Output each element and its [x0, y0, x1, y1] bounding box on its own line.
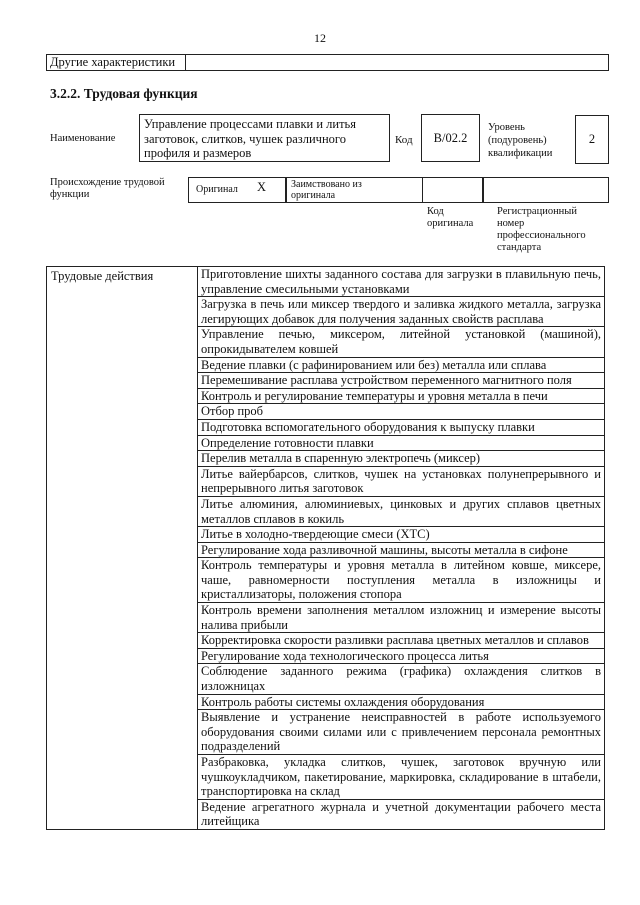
labor-action-item: Контроль времени заполнения металлом изложниц и измерение высоты налива прибыли: [198, 603, 605, 633]
labor-action-item: Контроль температуры и уровня металла в литейном ковше, миксере, чаше, равномерности поступления металла в изложницы и кристаллизаторы, положения стопора: [198, 558, 605, 603]
labor-action-item: Выявление и устранение неисправностей в работе используемого оборудования своими силами или с привлечением персонала ремонтных подразделений: [198, 710, 605, 755]
other-characteristics-value: [185, 54, 609, 71]
table-row: [47, 267, 605, 297]
function-name-box: [139, 114, 390, 162]
function-name: Управление процессами плавки и литья заготовок, слитков, чушек различного профиля и размеров: [144, 117, 356, 160]
labor-action-item: Разбраковка, укладка слитков, чушек, заготовок вручную или чушкоукладчиком, пакетирование, маркировка, складирование в штабели, транспортировка на склад: [198, 755, 605, 800]
code-box: [421, 114, 480, 162]
other-characteristics-row: [46, 54, 609, 71]
labor-action-item: Приготовление шихты заданного состава для загрузки в плавильную печь, управление смесильными установками: [198, 267, 605, 297]
labor-action-item: Регулирование хода разливочной машины, высоты металла в сифоне: [198, 542, 605, 558]
original-mark: X: [257, 180, 267, 194]
level-label-line: Уровень: [488, 122, 525, 133]
labor-action-item: Ведение плавки (с рафинированием или без) металла или сплава: [198, 357, 605, 373]
reg-label-line: Регистрационный: [497, 206, 577, 217]
borrowed-label-line: оригинала: [291, 190, 336, 201]
labor-action-item: Отбор проб: [198, 404, 605, 420]
reg-label-line: профессионального: [497, 230, 586, 241]
reg-label-line: стандарта: [497, 242, 542, 253]
code-original-label-line: оригинала: [427, 218, 474, 229]
labor-action-item: Загрузка в печь или миксер твердого и заливка жидкого металла, загрузка легирующих добавок для получения заданных свойств расплава: [198, 297, 605, 327]
labor-action-item: Перелив металла в спаренную электропечь (миксер): [198, 451, 605, 467]
qualification-level-label: [488, 121, 552, 160]
origin-label-line: функции: [50, 189, 90, 200]
code-label: Код: [395, 134, 413, 146]
function-origin-label: [50, 177, 165, 201]
original-label: Оригинал: [196, 184, 238, 195]
name-label: Наименование: [50, 133, 116, 144]
borrowed-label: [291, 179, 362, 201]
labor-actions-table: [46, 266, 605, 830]
qualification-level-box: [575, 115, 609, 164]
level-label-line: квалификации: [488, 148, 553, 159]
labor-action-item: Регулирование хода технологического процесса литья: [198, 648, 605, 664]
labor-action-item: Подготовка вспомогательного оборудования к выпуску плавки: [198, 419, 605, 435]
section-title: 3.2.2. Трудовая функция: [50, 86, 198, 101]
labor-action-item: Ведение агрегатного журнала и учетной документации рабочего места литейщика: [198, 799, 605, 829]
registration-number-label: [497, 206, 586, 254]
labor-action-item: Корректировка скорости разливки расплава цветных металлов и сплавов: [198, 633, 605, 649]
labor-action-item: Литье в холодно-твердеющие смеси (ХТС): [198, 527, 605, 543]
reg-label-line: номер: [497, 218, 525, 229]
page-number: 12: [314, 31, 326, 45]
code-original-label-line: Код: [427, 206, 444, 217]
labor-action-item: Определение готовности плавки: [198, 435, 605, 451]
labor-action-item: Соблюдение заданного режима (графика) охлаждения слитков в изложницах: [198, 664, 605, 694]
labor-action-item: Литье вайербарсов, слитков, чушек на установках полунепрерывного и непрерывного литья заготовок: [198, 466, 605, 496]
labor-action-item: Литье алюминия, алюминиевых, цинковых и других сплавов цветных металлов сплавов в кокиль: [198, 496, 605, 526]
labor-action-item: Контроль и регулирование температуры и уровня металла в печи: [198, 388, 605, 404]
code-original-cell: [422, 177, 483, 203]
level-label-line: (подуровень): [488, 135, 547, 146]
code-value: B/02.2: [433, 130, 468, 145]
other-characteristics-label: Другие характеристики: [46, 54, 186, 71]
labor-actions-label: Трудовые действия: [47, 267, 198, 830]
labor-action-item: Контроль работы системы охлаждения оборудования: [198, 694, 605, 710]
borrowed-label-line: Заимствовано из: [291, 179, 362, 190]
qualification-level-value: 2: [588, 132, 596, 146]
code-original-label: [427, 206, 473, 230]
labor-action-item: Перемешивание расплава устройством переменного магнитного поля: [198, 373, 605, 389]
labor-action-item: Управление печью, миксером, литейной установкой (машиной), опрокидывателем ковшей: [198, 327, 605, 357]
origin-label-line: Происхождение трудовой: [50, 177, 165, 188]
registration-number-cell: [483, 177, 609, 203]
